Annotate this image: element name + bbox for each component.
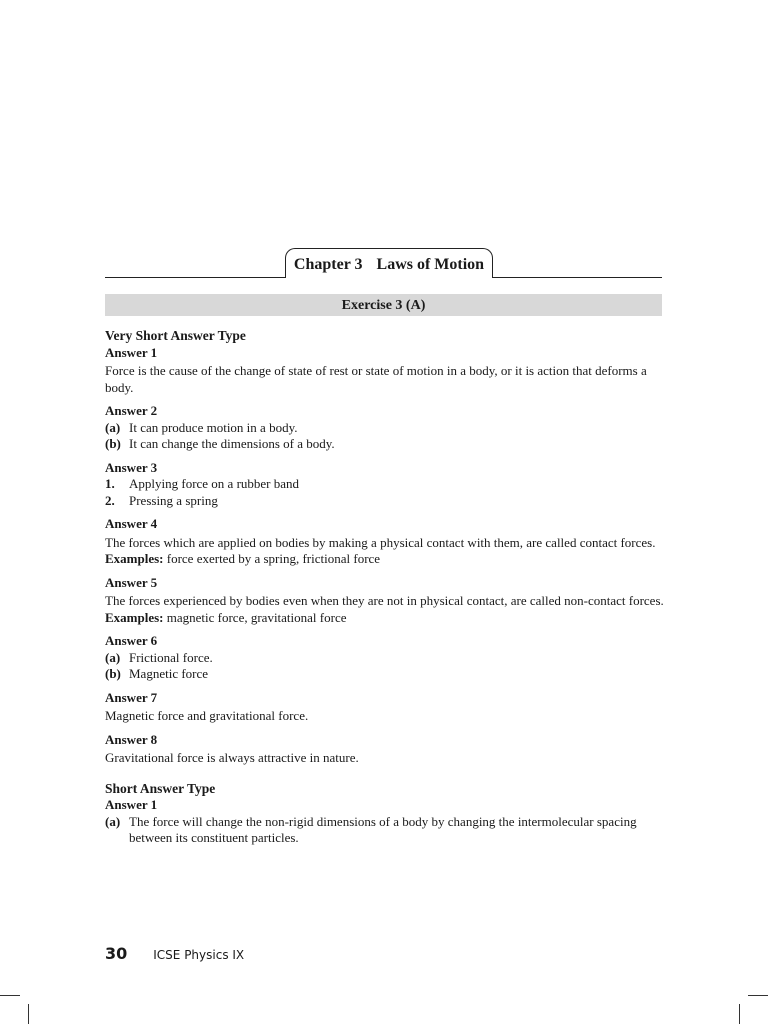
answer-block [105,797,665,847]
list-item [105,493,665,510]
answer-text: The forces which are applied on bodies by making a physical contact with them, are called contact forces. [105,534,656,550]
list-text: It can change the dimensions of a body. [129,436,335,451]
answer-title: Answer 7 [105,689,158,705]
crop-mark [28,1004,29,1024]
examples-label: Examples: [105,551,164,566]
list-item [105,420,665,437]
answer-block [105,460,665,510]
answer-block [105,732,665,767]
chapter-header [105,248,662,278]
answer-content [105,328,665,847]
answer-block [105,633,665,683]
list-text: Magnetic force [129,666,209,681]
crop-mark [748,995,768,996]
answer-title: Answer 4 [105,516,158,531]
answer-title: Answer 2 [105,403,158,418]
answer-text: Gravitational force is always attractive in nature. [105,750,359,765]
answer-title: Answer 6 [105,633,158,648]
list-text: It can produce motion in a body. [129,419,298,435]
answer-block [105,403,665,453]
list-label: (b) [105,436,121,451]
section-heading: Very Short Answer Type [105,328,246,343]
answer-text: The forces experienced by bodies even when they are not in physical contact, are called non-contact forces. [105,593,664,608]
answer-text: Magnetic force and gravitational force. [105,708,309,723]
list-item [105,666,665,683]
list-item [105,436,665,453]
chapter-title: Laws of Motion [376,256,485,273]
answer-title: Answer 8 [105,731,158,747]
examples-line [105,610,665,627]
list-label: (a) [105,813,121,829]
answer-title: Answer 1 [105,797,158,812]
answer-title: Answer 3 [105,459,158,475]
answer-title: Answer 5 [105,574,158,590]
answer-block [105,575,665,627]
list-label: (b) [105,666,121,681]
examples-text: magnetic force, gravitational force [166,609,347,625]
section-heading: Short Answer Type [105,780,216,796]
examples-label: Examples: [105,609,164,625]
examples-text: force exerted by a spring, frictional force [166,551,381,566]
list-item [105,476,665,493]
answer-block [105,516,665,568]
page-footer [105,944,244,963]
crop-mark [0,995,20,996]
list-label: (a) [105,649,121,665]
list-label: 2. [105,492,115,508]
answer-text: Force is the cause of the change of state of rest or state of motion in a body, or it is action that deforms a body. [105,363,647,395]
page-number: 30 [105,944,128,963]
answer-block [105,345,665,397]
answer-title: Answer 1 [105,344,158,360]
list-item [105,650,665,667]
list-text: The force will change the non-rigid dimensions of a body by changing the intermolecular spacing between its constituent particles. [129,813,637,845]
examples-line [105,551,665,568]
list-label: 1. [105,476,115,491]
chapter-number: Chapter 3 [293,256,363,273]
exercise-heading: Exercise 3 (A) [105,294,662,316]
list-text: Frictional force. [129,649,213,665]
chapter-title-box [285,248,493,278]
list-text: Applying force on a rubber band [129,476,300,491]
list-item [105,814,665,847]
list-label: (a) [105,419,121,435]
crop-mark [739,1004,740,1024]
list-text: Pressing a spring [129,492,218,508]
book-title: ICSE Physics IX [153,948,245,962]
answer-block [105,690,665,725]
